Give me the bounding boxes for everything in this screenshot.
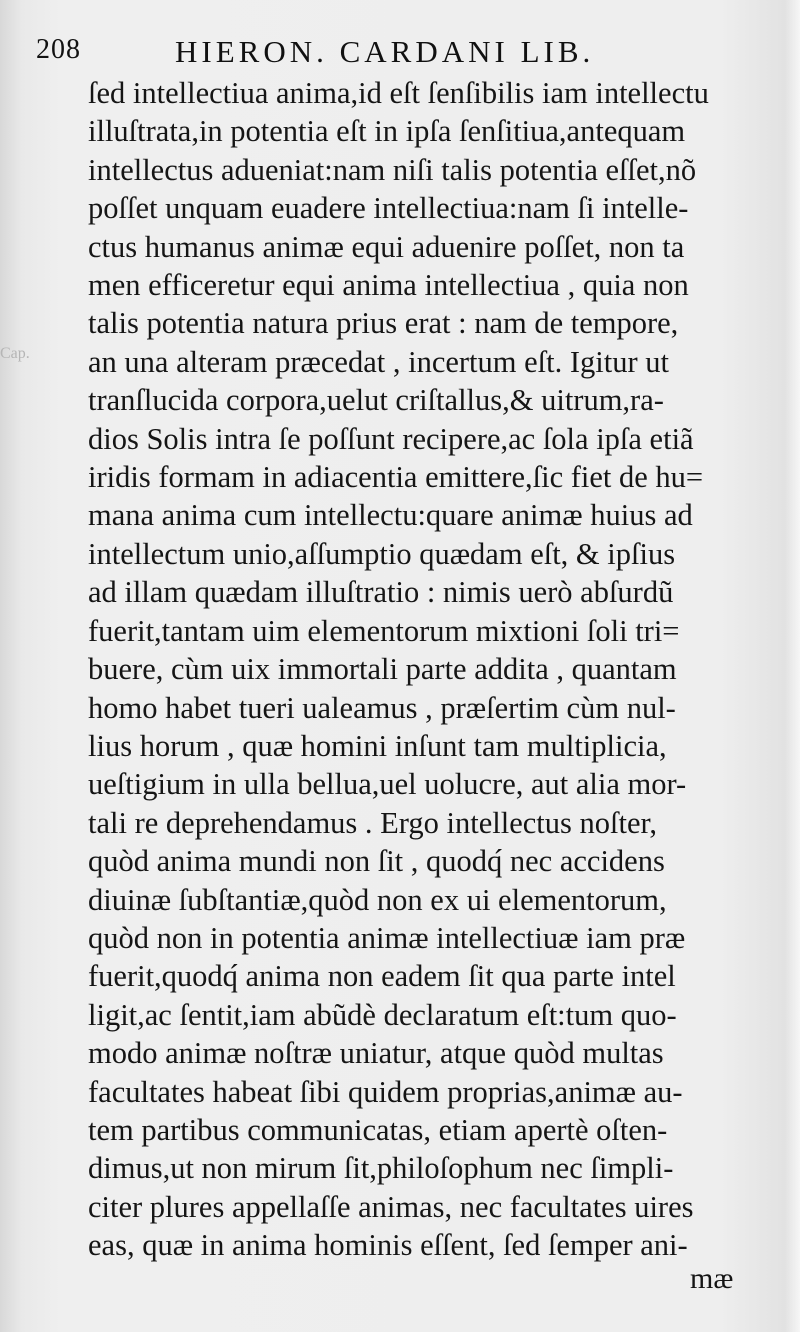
text-line: intellectus adueniat:nam niſi talis potentia eſſet,nõ — [88, 152, 697, 187]
text-line: lius horum , quæ homini inſunt tam multiplicia, — [88, 728, 667, 763]
text-line: ad illam quædam illuſtratio : nimis uerò abſurdũ — [88, 575, 674, 610]
text-line: facultates habeat ſibi quidem proprias,animæ au- — [88, 1074, 683, 1109]
margin-note: Cap. — [0, 345, 30, 362]
text-line: modo animæ noſtræ uniatur, atque quòd multas — [88, 1036, 664, 1071]
text-line: diuinæ ſubſtantiæ,quòd non ex ui elementorum, — [88, 882, 667, 917]
text-line: fuerit,tantam uim elementorum mixtioni ſoli tri= — [88, 613, 680, 648]
text-line: dimus,ut non mirum ſit,philoſophum nec ſimpli- — [88, 1151, 674, 1186]
text-line: citer plures appellaſſe animas, nec facultates uires — [88, 1189, 694, 1224]
text-line: ueſtigium in ulla bellua,uel uolucre, aut alia mor- — [88, 767, 687, 802]
page-header — [30, 30, 720, 70]
text-line: ligit,ac ſentit,iam abũdè declaratum eſt:tum quo- — [88, 997, 677, 1032]
text-line: mana anima cum intellectu:quare animæ huius ad — [88, 498, 693, 533]
text-line: fuerit,quodq́ anima non eadem ſit qua parte intel — [88, 959, 676, 994]
text-line: tem partibus communicatas, etiam apertè oſten- — [88, 1112, 668, 1147]
running-head: HIERON. CARDANI LIB. — [175, 34, 595, 69]
text-line: quòd non in potentia animæ intellectiuæ iam præ — [88, 920, 686, 955]
body-text — [88, 74, 760, 1265]
text-line: ctus humanus animæ equi aduenire poſſet, non ta — [88, 229, 685, 264]
text-line: iridis formam in adiacentia emittere,ſic fiet de hu= — [88, 460, 704, 495]
text-line: homo habet tueri ualeamus , præſertim cùm nul- — [88, 690, 676, 725]
text-line: tali re deprehendamus . Ergo intellectus noſter, — [88, 805, 658, 840]
text-line: talis potentia natura prius erat : nam de tempore, — [88, 306, 679, 341]
text-line: tranſlucida corpora,uelut criſtallus,& uitrum,ra- — [88, 383, 664, 418]
text-line: intellectum unio,aſſumptio quædam eſt, & ipſius — [88, 536, 676, 571]
page-number: 208 — [36, 34, 81, 65]
text-line: buere, cùm uix immortali parte addita , quantam — [88, 652, 677, 687]
text-line: eas, quæ in anima hominis eſſent, ſed ſemper ani- — [88, 1228, 688, 1263]
text-line: poſſet unquam euadere intellectiua:nam ſi intelle- — [88, 191, 689, 226]
text-line: dios Solis intra ſe poſſunt recipere,ac ſola ipſa etiã — [88, 421, 694, 456]
text-line: an una alteram præcedat , incertum eſt. Igitur ut — [88, 344, 669, 379]
text-line: quòd anima mundi non ſit , quodq́ nec accidens — [88, 844, 665, 879]
text-line: illuſtrata,in potentia eſt in ipſa ſenſitiua,antequam — [88, 114, 686, 149]
text-line: men efficeretur equi anima intellectiua , quia non — [88, 268, 689, 303]
text-line: ſed intellectiua anima,id eſt ſenſibilis iam intellectu — [88, 76, 709, 110]
catchword: mæ — [690, 1262, 734, 1295]
